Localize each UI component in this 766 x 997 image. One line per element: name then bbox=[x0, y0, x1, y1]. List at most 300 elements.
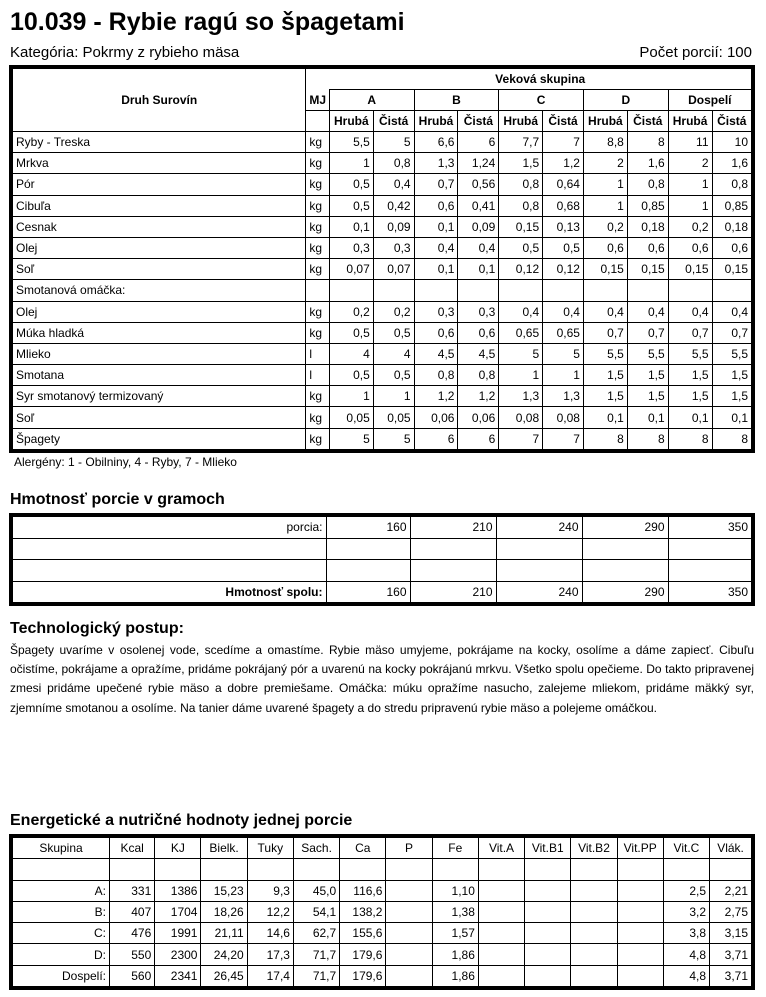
ingredient-amount: 0,15 bbox=[712, 259, 753, 280]
ingredient-amount bbox=[583, 280, 627, 301]
weight-row-label: porcia: bbox=[11, 515, 326, 538]
ingredient-name: Soľ bbox=[11, 259, 306, 280]
ingredient-amount bbox=[627, 280, 668, 301]
ingredient-amount: 6 bbox=[458, 428, 499, 451]
ingredient-unit: l bbox=[306, 365, 329, 386]
nutrition-value: 4,8 bbox=[663, 965, 709, 988]
ingredient-amount: 0,15 bbox=[583, 259, 627, 280]
ingredient-amount: 0,41 bbox=[458, 195, 499, 216]
nutrition-group-label: A: bbox=[11, 880, 110, 901]
ingredient-row bbox=[11, 237, 753, 258]
ingredient-amount: 7 bbox=[499, 428, 543, 451]
nutrition-value: 15,23 bbox=[201, 880, 247, 901]
nutrition-value: 17,3 bbox=[247, 944, 293, 965]
weight-value: 160 bbox=[326, 581, 410, 604]
nutrition-value bbox=[617, 859, 663, 880]
ingredient-amount: 0,4 bbox=[499, 301, 543, 322]
ingredient-amount: 0,6 bbox=[414, 195, 458, 216]
ingredient-amount: 5 bbox=[373, 132, 414, 153]
nutrition-value: 476 bbox=[110, 923, 155, 944]
ingredient-amount bbox=[499, 280, 543, 301]
nutrition-value: 9,3 bbox=[247, 880, 293, 901]
ingredient-amount: 0,5 bbox=[329, 174, 373, 195]
nutrition-group-label bbox=[11, 859, 110, 880]
ingredients-table bbox=[9, 65, 755, 453]
ingredient-amount: 1,5 bbox=[583, 365, 627, 386]
ingredient-amount: 0,4 bbox=[414, 237, 458, 258]
group-header-c: C bbox=[499, 90, 584, 111]
nutrition-value bbox=[386, 944, 432, 965]
nutrition-row bbox=[11, 923, 753, 944]
nutrition-col-header: Skupina bbox=[11, 836, 110, 859]
ingredient-amount: 0,8 bbox=[414, 365, 458, 386]
ingredient-amount: 0,6 bbox=[458, 322, 499, 343]
sub-header-net: Čistá bbox=[627, 111, 668, 132]
nutrition-value: 71,7 bbox=[293, 965, 339, 988]
ingredient-row bbox=[11, 322, 753, 343]
ingredient-amount: 1 bbox=[373, 386, 414, 407]
nutrition-value: 18,26 bbox=[201, 901, 247, 922]
nutrition-value: 1386 bbox=[155, 880, 201, 901]
ingredient-name: Cibuľa bbox=[11, 195, 306, 216]
nutrition-value: 12,2 bbox=[247, 901, 293, 922]
ingredient-name: Soľ bbox=[11, 407, 306, 428]
ingredient-unit: kg bbox=[306, 174, 329, 195]
nutrition-row bbox=[11, 965, 753, 988]
ingredient-amount: 0,7 bbox=[414, 174, 458, 195]
nutrition-value: 14,6 bbox=[247, 923, 293, 944]
ingredient-amount: 4 bbox=[329, 343, 373, 364]
nutrition-value bbox=[663, 859, 709, 880]
ingredient-amount: 0,5 bbox=[373, 365, 414, 386]
nutrition-value: 2300 bbox=[155, 944, 201, 965]
weight-value bbox=[668, 560, 753, 582]
ingredient-amount: 0,13 bbox=[543, 216, 584, 237]
ingredient-amount: 5 bbox=[499, 343, 543, 364]
nutrition-col-header: P bbox=[386, 836, 432, 859]
ingredient-amount: 0,8 bbox=[373, 153, 414, 174]
ingredient-amount: 1 bbox=[583, 174, 627, 195]
ingredient-name: Smotana bbox=[11, 365, 306, 386]
ingredient-amount: 0,18 bbox=[712, 216, 753, 237]
ingredient-amount: 1,5 bbox=[499, 153, 543, 174]
group-header-d: D bbox=[583, 90, 668, 111]
sub-header-net: Čistá bbox=[373, 111, 414, 132]
ingredient-unit: kg bbox=[306, 428, 329, 451]
nutrition-value bbox=[155, 859, 201, 880]
nutrition-value bbox=[386, 901, 432, 922]
ingredient-amount: 6,6 bbox=[414, 132, 458, 153]
ingredient-amount: 0,85 bbox=[627, 195, 668, 216]
ingredient-amount: 0,3 bbox=[329, 237, 373, 258]
recipe-title: 10.039 - Rybie ragú so špagetami bbox=[10, 8, 405, 36]
sub-header-net: Čistá bbox=[712, 111, 753, 132]
tech-section-heading: Technologický postup: bbox=[10, 620, 184, 637]
ingredient-amount: 0,06 bbox=[414, 407, 458, 428]
nutrition-value bbox=[386, 880, 432, 901]
nutrition-value bbox=[571, 965, 617, 988]
ingredient-amount: 6 bbox=[414, 428, 458, 451]
ingredient-amount: 0,68 bbox=[543, 195, 584, 216]
nutrition-value: 550 bbox=[110, 944, 155, 965]
ingredient-amount: 1,5 bbox=[668, 365, 712, 386]
ingredient-amount: 7,7 bbox=[499, 132, 543, 153]
ingredient-unit: kg bbox=[306, 301, 329, 322]
nutrition-value bbox=[478, 944, 524, 965]
nutrition-value: 407 bbox=[110, 901, 155, 922]
ingredient-amount: 5 bbox=[373, 428, 414, 451]
nutrition-value bbox=[432, 859, 478, 880]
ingredient-amount: 8 bbox=[627, 132, 668, 153]
nutrition-row bbox=[11, 944, 753, 965]
ingredient-amount: 0,15 bbox=[499, 216, 543, 237]
weight-value bbox=[326, 538, 410, 560]
ingredient-amount: 5 bbox=[543, 343, 584, 364]
sub-header-gross: Hrubá bbox=[329, 111, 373, 132]
nutrition-value bbox=[386, 859, 432, 880]
nutrition-value bbox=[571, 880, 617, 901]
weight-row bbox=[11, 538, 753, 560]
ingredient-amount bbox=[458, 280, 499, 301]
ingredient-amount bbox=[712, 280, 753, 301]
nutrition-col-header: Vlák. bbox=[710, 836, 753, 859]
weight-value bbox=[582, 538, 668, 560]
ingredient-amount: 1 bbox=[583, 195, 627, 216]
weight-section-heading: Hmotnosť porcie v gramoch bbox=[10, 491, 225, 508]
ingredient-amount: 1 bbox=[668, 195, 712, 216]
nutrition-col-header: Sach. bbox=[293, 836, 339, 859]
ingredient-amount: 5 bbox=[329, 428, 373, 451]
ingredient-amount: 8 bbox=[583, 428, 627, 451]
ingredient-name: Mrkva bbox=[11, 153, 306, 174]
ingredient-amount: 0,4 bbox=[543, 301, 584, 322]
nutrition-value bbox=[525, 923, 571, 944]
nutrition-value: 45,0 bbox=[293, 880, 339, 901]
sub-header-gross: Hrubá bbox=[414, 111, 458, 132]
ingredient-amount: 1,3 bbox=[414, 153, 458, 174]
nutrition-value: 1,10 bbox=[432, 880, 478, 901]
col-header-ingredient: Druh Surovín bbox=[11, 67, 306, 132]
ingredient-row bbox=[11, 153, 753, 174]
ingredient-amount: 0,18 bbox=[627, 216, 668, 237]
ingredient-name: Cesnak bbox=[11, 216, 306, 237]
ingredient-row bbox=[11, 407, 753, 428]
nutrition-value bbox=[201, 859, 247, 880]
ingredient-amount: 8,8 bbox=[583, 132, 627, 153]
weight-row-label bbox=[11, 538, 326, 560]
nutrition-value: 560 bbox=[110, 965, 155, 988]
ingredient-amount: 0,12 bbox=[499, 259, 543, 280]
ingredient-amount: 0,8 bbox=[712, 174, 753, 195]
nutrition-row bbox=[11, 880, 753, 901]
ingredient-amount: 0,2 bbox=[668, 216, 712, 237]
ingredient-amount: 11 bbox=[668, 132, 712, 153]
weight-value: 290 bbox=[582, 515, 668, 538]
nutrition-value bbox=[571, 944, 617, 965]
nutrition-value bbox=[617, 965, 663, 988]
ingredient-amount: 0,09 bbox=[458, 216, 499, 237]
weight-value bbox=[668, 538, 753, 560]
ingredient-amount: 8 bbox=[712, 428, 753, 451]
ingredient-amount: 0,2 bbox=[583, 216, 627, 237]
weight-row-label: Hmotnosť spolu: bbox=[11, 581, 326, 604]
sub-header-gross: Hrubá bbox=[583, 111, 627, 132]
ingredient-amount: 1,6 bbox=[712, 153, 753, 174]
ingredient-amount: 2 bbox=[583, 153, 627, 174]
nutrition-value bbox=[110, 859, 155, 880]
ingredient-unit: kg bbox=[306, 259, 329, 280]
ingredient-amount: 0,08 bbox=[543, 407, 584, 428]
nutrition-value: 1,86 bbox=[432, 944, 478, 965]
ingredient-row bbox=[11, 365, 753, 386]
ingredient-unit: kg bbox=[306, 132, 329, 153]
portion-count: Počet porcií: 100 bbox=[639, 44, 752, 61]
ingredient-amount: 1,5 bbox=[668, 386, 712, 407]
ingredient-amount: 1 bbox=[499, 365, 543, 386]
sub-header-gross: Hrubá bbox=[668, 111, 712, 132]
ingredient-name: Olej bbox=[11, 237, 306, 258]
nutrition-value bbox=[525, 965, 571, 988]
nutrition-value bbox=[247, 859, 293, 880]
ingredient-amount: 0,7 bbox=[712, 322, 753, 343]
nutrition-value bbox=[571, 923, 617, 944]
ingredient-name: Smotanová omáčka: bbox=[11, 280, 306, 301]
ingredient-row bbox=[11, 428, 753, 451]
nutrition-value: 1704 bbox=[155, 901, 201, 922]
nutrition-value: 331 bbox=[110, 880, 155, 901]
weight-row bbox=[11, 515, 753, 538]
ingredient-amount: 0,08 bbox=[499, 407, 543, 428]
ingredient-amount: 0,05 bbox=[329, 407, 373, 428]
weight-value bbox=[326, 560, 410, 582]
ingredient-amount: 10 bbox=[712, 132, 753, 153]
ingredient-amount: 0,7 bbox=[627, 322, 668, 343]
ingredient-amount: 0,8 bbox=[499, 174, 543, 195]
weight-value: 290 bbox=[582, 581, 668, 604]
nutrition-col-header: Bielk. bbox=[201, 836, 247, 859]
nutrition-value: 24,20 bbox=[201, 944, 247, 965]
nutrition-col-header: Fe bbox=[432, 836, 478, 859]
ingredient-row bbox=[11, 216, 753, 237]
ingredient-unit: kg bbox=[306, 195, 329, 216]
ingredient-amount: 0,5 bbox=[373, 322, 414, 343]
nutrition-group-label: Dospelí: bbox=[11, 965, 110, 988]
sub-header-gross: Hrubá bbox=[499, 111, 543, 132]
ingredient-amount: 6 bbox=[458, 132, 499, 153]
ingredient-amount bbox=[543, 280, 584, 301]
ingredient-amount: 1,3 bbox=[499, 386, 543, 407]
ingredient-amount bbox=[414, 280, 458, 301]
ingredient-row bbox=[11, 174, 753, 195]
ingredient-amount: 0,6 bbox=[668, 237, 712, 258]
ingredient-amount: 0,1 bbox=[583, 407, 627, 428]
nutrition-col-header: Vit.B2 bbox=[571, 836, 617, 859]
ingredient-row bbox=[11, 301, 753, 322]
ingredient-amount: 0,05 bbox=[373, 407, 414, 428]
ingredient-amount: 0,8 bbox=[458, 365, 499, 386]
ingredient-amount: 0,2 bbox=[373, 301, 414, 322]
nutrition-col-header: KJ bbox=[155, 836, 201, 859]
ingredient-amount: 0,1 bbox=[668, 407, 712, 428]
ingredient-amount: 1,2 bbox=[458, 386, 499, 407]
ingredient-amount: 0,6 bbox=[414, 322, 458, 343]
ingredient-name: Syr smotanový termizovaný bbox=[11, 386, 306, 407]
allergens-note: Alergény: 1 - Obilniny, 4 - Ryby, 7 - Mlieko bbox=[14, 455, 237, 469]
nutrition-value: 3,8 bbox=[663, 923, 709, 944]
weight-value bbox=[582, 560, 668, 582]
ingredient-amount: 0,4 bbox=[458, 237, 499, 258]
ingredient-amount bbox=[668, 280, 712, 301]
ingredient-amount: 0,5 bbox=[543, 237, 584, 258]
ingredient-amount: 1,5 bbox=[712, 386, 753, 407]
ingredient-amount: 5,5 bbox=[583, 343, 627, 364]
nutrition-value: 138,2 bbox=[340, 901, 386, 922]
ingredient-amount: 4 bbox=[373, 343, 414, 364]
weight-value bbox=[410, 538, 496, 560]
ingredient-amount: 0,65 bbox=[543, 322, 584, 343]
weight-value bbox=[410, 560, 496, 582]
nutrition-value bbox=[340, 859, 386, 880]
ingredient-amount: 0,07 bbox=[373, 259, 414, 280]
nutrition-value bbox=[617, 880, 663, 901]
ingredient-amount: 0,15 bbox=[668, 259, 712, 280]
ingredient-amount: 1,6 bbox=[627, 153, 668, 174]
ingredient-amount bbox=[329, 280, 373, 301]
ingredient-amount: 0,3 bbox=[414, 301, 458, 322]
ingredient-amount: 0,4 bbox=[668, 301, 712, 322]
weight-row bbox=[11, 560, 753, 582]
nutrition-col-header: Vit.PP bbox=[617, 836, 663, 859]
ingredient-amount: 1 bbox=[668, 174, 712, 195]
nutrition-value: 179,6 bbox=[340, 965, 386, 988]
ingredient-amount: 4,5 bbox=[458, 343, 499, 364]
ingredient-amount: 8 bbox=[627, 428, 668, 451]
ingredient-amount: 5,5 bbox=[627, 343, 668, 364]
ingredient-amount: 1 bbox=[329, 386, 373, 407]
ingredient-name: Mlieko bbox=[11, 343, 306, 364]
ingredient-amount: 1,3 bbox=[543, 386, 584, 407]
ingredient-amount: 0,4 bbox=[373, 174, 414, 195]
ingredient-amount: 0,09 bbox=[373, 216, 414, 237]
ingredient-amount: 0,5 bbox=[329, 322, 373, 343]
nutrition-table bbox=[9, 834, 755, 990]
nutrition-value bbox=[478, 901, 524, 922]
sub-header-net: Čistá bbox=[458, 111, 499, 132]
weight-value: 240 bbox=[496, 515, 582, 538]
nutrition-value: 1,38 bbox=[432, 901, 478, 922]
weight-row bbox=[11, 581, 753, 604]
nutrition-value bbox=[525, 901, 571, 922]
ingredient-amount: 0,3 bbox=[373, 237, 414, 258]
nutrition-value: 54,1 bbox=[293, 901, 339, 922]
nutrition-value: 26,45 bbox=[201, 965, 247, 988]
nutrition-value: 179,6 bbox=[340, 944, 386, 965]
nutrition-value: 1,86 bbox=[432, 965, 478, 988]
ingredient-amount: 0,7 bbox=[668, 322, 712, 343]
ingredient-unit: kg bbox=[306, 153, 329, 174]
nutrition-value bbox=[571, 859, 617, 880]
nutrition-value bbox=[478, 965, 524, 988]
ingredient-amount: 0,7 bbox=[583, 322, 627, 343]
ingredient-amount: 1,5 bbox=[583, 386, 627, 407]
ingredient-amount: 1,5 bbox=[627, 365, 668, 386]
nutrition-value bbox=[525, 859, 571, 880]
ingredient-amount: 0,1 bbox=[414, 216, 458, 237]
ingredient-amount: 0,1 bbox=[712, 407, 753, 428]
ingredient-amount: 0,2 bbox=[329, 301, 373, 322]
nutrition-value bbox=[478, 859, 524, 880]
ingredient-amount: 0,6 bbox=[627, 237, 668, 258]
nutrition-value: 3,71 bbox=[710, 965, 753, 988]
nutrition-col-header: Kcal bbox=[110, 836, 155, 859]
ingredient-amount: 0,3 bbox=[458, 301, 499, 322]
ingredient-amount: 0,5 bbox=[329, 365, 373, 386]
nutrition-value bbox=[571, 901, 617, 922]
ingredient-amount: 1,24 bbox=[458, 153, 499, 174]
nutrition-value: 71,7 bbox=[293, 944, 339, 965]
ingredient-amount: 0,56 bbox=[458, 174, 499, 195]
weight-value: 240 bbox=[496, 581, 582, 604]
ingredient-row bbox=[11, 195, 753, 216]
weight-value: 350 bbox=[668, 581, 753, 604]
weight-value bbox=[496, 538, 582, 560]
nutrition-section-heading: Energetické a nutričné hodnoty jednej porcie bbox=[10, 812, 353, 829]
ingredient-amount: 0,42 bbox=[373, 195, 414, 216]
nutrition-value: 3,15 bbox=[710, 923, 753, 944]
nutrition-group-label: B: bbox=[11, 901, 110, 922]
nutrition-value bbox=[386, 965, 432, 988]
ingredient-row bbox=[11, 132, 753, 153]
ingredient-amount: 0,12 bbox=[543, 259, 584, 280]
nutrition-col-header: Vit.B1 bbox=[525, 836, 571, 859]
nutrition-group-label: D: bbox=[11, 944, 110, 965]
ingredient-amount: 1,2 bbox=[414, 386, 458, 407]
group-header-a: A bbox=[329, 90, 414, 111]
ingredient-unit: kg bbox=[306, 237, 329, 258]
ingredient-amount: 0,6 bbox=[583, 237, 627, 258]
ingredient-unit: kg bbox=[306, 216, 329, 237]
nutrition-value: 2,5 bbox=[663, 880, 709, 901]
ingredient-amount: 0,8 bbox=[499, 195, 543, 216]
nutrition-value: 116,6 bbox=[340, 880, 386, 901]
ingredient-amount: 0,85 bbox=[712, 195, 753, 216]
ingredient-amount: 0,64 bbox=[543, 174, 584, 195]
unit-header-blank bbox=[306, 111, 329, 132]
ingredient-unit: kg bbox=[306, 322, 329, 343]
col-header-age-group: Veková skupina bbox=[329, 67, 753, 90]
nutrition-value: 21,11 bbox=[201, 923, 247, 944]
weight-value: 210 bbox=[410, 581, 496, 604]
nutrition-value bbox=[617, 944, 663, 965]
nutrition-value: 62,7 bbox=[293, 923, 339, 944]
nutrition-value bbox=[617, 901, 663, 922]
ingredient-amount: 0,1 bbox=[414, 259, 458, 280]
group-header-adult: Dospelí bbox=[668, 90, 753, 111]
tech-procedure-text: Špagety uvaríme v osolenej vode, scedíme a omastíme. Rybie mäso umyjeme, pokrájame na kocky, osolíme a dáme zapiecť. Cibuľu očistíme, pokrájame a opražíme, pridáme pokrájaný pór a uvarenú na kocky pokrájanú mrkvu. Všetko spolu opečieme. Do takto pripravenej zmesi pridáme upečené rybie mäso a dobre premiešame. Omáčka: múku opražíme nasucho, zalejeme mliekom, pridáme mäkký syr, zjemníme smotanou a osolíme. Na tanier dáme uvarené špagety a do stredu pripravenú rybie mäso a polejeme omáčkou. bbox=[10, 643, 754, 715]
ingredient-unit bbox=[306, 280, 329, 301]
ingredient-unit: kg bbox=[306, 407, 329, 428]
nutrition-row bbox=[11, 859, 753, 880]
ingredient-amount: 5,5 bbox=[712, 343, 753, 364]
ingredient-unit: kg bbox=[306, 386, 329, 407]
recipe-category: Kategória: Pokrmy z rybieho mäsa bbox=[10, 44, 240, 61]
ingredient-row bbox=[11, 386, 753, 407]
col-header-unit: MJ bbox=[306, 90, 329, 111]
ingredient-amount: 5,5 bbox=[329, 132, 373, 153]
nutrition-value: 2,75 bbox=[710, 901, 753, 922]
ingredient-amount: 0,4 bbox=[627, 301, 668, 322]
nutrition-value: 3,2 bbox=[663, 901, 709, 922]
